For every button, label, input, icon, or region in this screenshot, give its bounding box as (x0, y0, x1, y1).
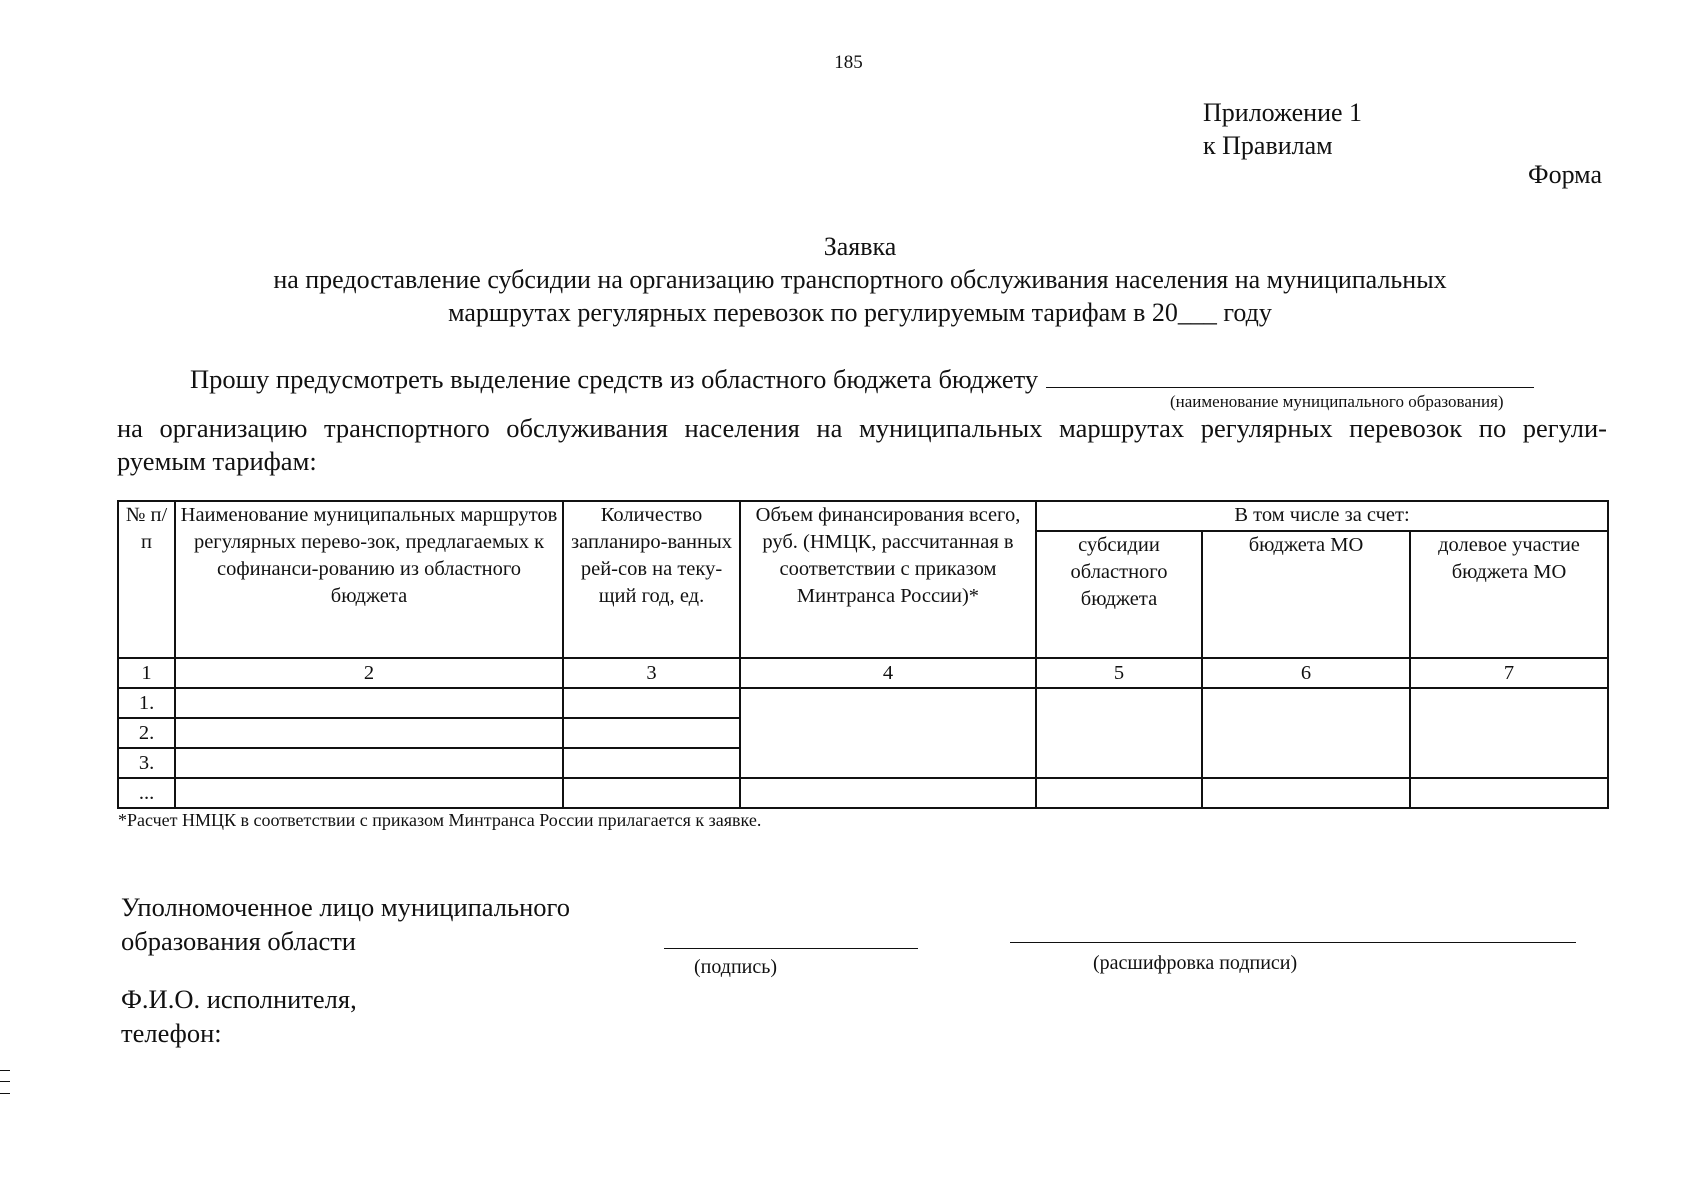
row-number: 1. (118, 688, 175, 718)
regional-subsidy-cell[interactable] (1036, 778, 1202, 808)
header-row-number: № п/п (118, 501, 175, 658)
row-number: 3. (118, 748, 175, 778)
title-line-1: Заявка (823, 232, 897, 261)
title-line-3: маршрутах регулярных перевозок по регулируемым тарифам в 20___ году (448, 298, 1272, 327)
financing-volume-cell[interactable] (740, 688, 1036, 778)
column-number: 2 (175, 658, 563, 688)
signature-decoding-caption: (расшифровка подписи) (1093, 952, 1298, 974)
planned-trips-cell[interactable] (563, 718, 740, 748)
table-row (118, 688, 1608, 718)
municipal-budget-cell[interactable] (1202, 778, 1410, 808)
column-number: 1 (118, 658, 175, 688)
planned-trips-cell[interactable] (563, 778, 740, 808)
header-funding-sources: В том числе за счет: (1036, 501, 1608, 531)
planned-trips-cell[interactable] (563, 688, 740, 718)
municipal-share-cell[interactable] (1410, 688, 1608, 778)
footnote: *Расчет НМЦК в соответствии с приказом Минтранса России прилагается к заявке. (118, 810, 762, 830)
header-planned-trips: Количество запланиро-ванных рей-сов на теку-щий год, ед. (563, 501, 740, 658)
request-statement (190, 364, 1534, 395)
regional-subsidy-cell[interactable] (1036, 688, 1202, 778)
purpose-paragraph (117, 412, 1607, 478)
signer-line-1: Уполномоченное лицо муниципального (121, 892, 570, 922)
municipality-blank-caption: (наименование муниципального образования) (1170, 392, 1504, 411)
table-row (118, 778, 1608, 808)
page-number: 185 (834, 52, 863, 73)
purpose-line-1: на организацию транспортного обслуживания населения на муниципальных маршрутах регулярных перевозок по регули- (117, 413, 1607, 443)
municipality-name-blank[interactable] (1046, 367, 1534, 388)
appendix-line-1: Приложение 1 (1203, 98, 1363, 127)
request-text: Прошу предусмотреть выделение средств из областного бюджета бюджету (190, 364, 1039, 394)
executor-block (121, 982, 357, 1050)
route-name-cell[interactable] (175, 778, 563, 808)
row-number: 2. (118, 718, 175, 748)
planned-trips-cell[interactable] (563, 748, 740, 778)
municipal-share-cell[interactable] (1410, 778, 1608, 808)
header-municipal-share: долевое участие бюджета МО (1410, 531, 1608, 658)
financing-volume-cell[interactable] (740, 778, 1036, 808)
municipal-budget-cell[interactable] (1202, 688, 1410, 778)
purpose-line-2: руемым тарифам: (117, 446, 317, 476)
signature-decoding-line[interactable] (1010, 942, 1576, 943)
signer-line-2: образования области (121, 926, 356, 956)
header-route-name: Наименование муниципальных маршрутов регулярных перево-зок, предлагаемых к софинанси-рованию из областного бюджета (175, 501, 563, 658)
form-label: Форма (1528, 160, 1602, 189)
row-number: ... (118, 778, 175, 808)
executor-line-1: Ф.И.О. исполнителя, (121, 984, 357, 1014)
signature-line[interactable] (664, 948, 918, 949)
signature-caption: (подпись) (694, 956, 778, 978)
header-municipal-budget: бюджета МО (1202, 531, 1410, 658)
column-number: 5 (1036, 658, 1202, 688)
appendix-reference (1203, 96, 1362, 162)
signer-block (121, 890, 570, 958)
header-regional-subsidy: субсидии областного бюджета (1036, 531, 1202, 658)
route-name-cell[interactable] (175, 688, 563, 718)
appendix-line-2: к Правилам (1203, 131, 1333, 160)
column-number: 6 (1202, 658, 1410, 688)
document-title (110, 230, 1610, 329)
column-number-row (118, 658, 1608, 688)
header-financing-volume: Объем финансирования всего, руб. (НМЦК, рассчитанная в соответствии с приказом Минтранса России)* (740, 501, 1036, 658)
column-number: 3 (563, 658, 740, 688)
route-name-cell[interactable] (175, 748, 563, 778)
route-name-cell[interactable] (175, 718, 563, 748)
margin-mark (0, 1070, 10, 1094)
column-number: 7 (1410, 658, 1608, 688)
title-line-2: на предоставление субсидии на организацию транспортного обслуживания населения на муниципальных (273, 265, 1447, 294)
column-number: 4 (740, 658, 1036, 688)
executor-line-2: телефон: (121, 1018, 222, 1048)
subsidy-table (117, 500, 1609, 809)
